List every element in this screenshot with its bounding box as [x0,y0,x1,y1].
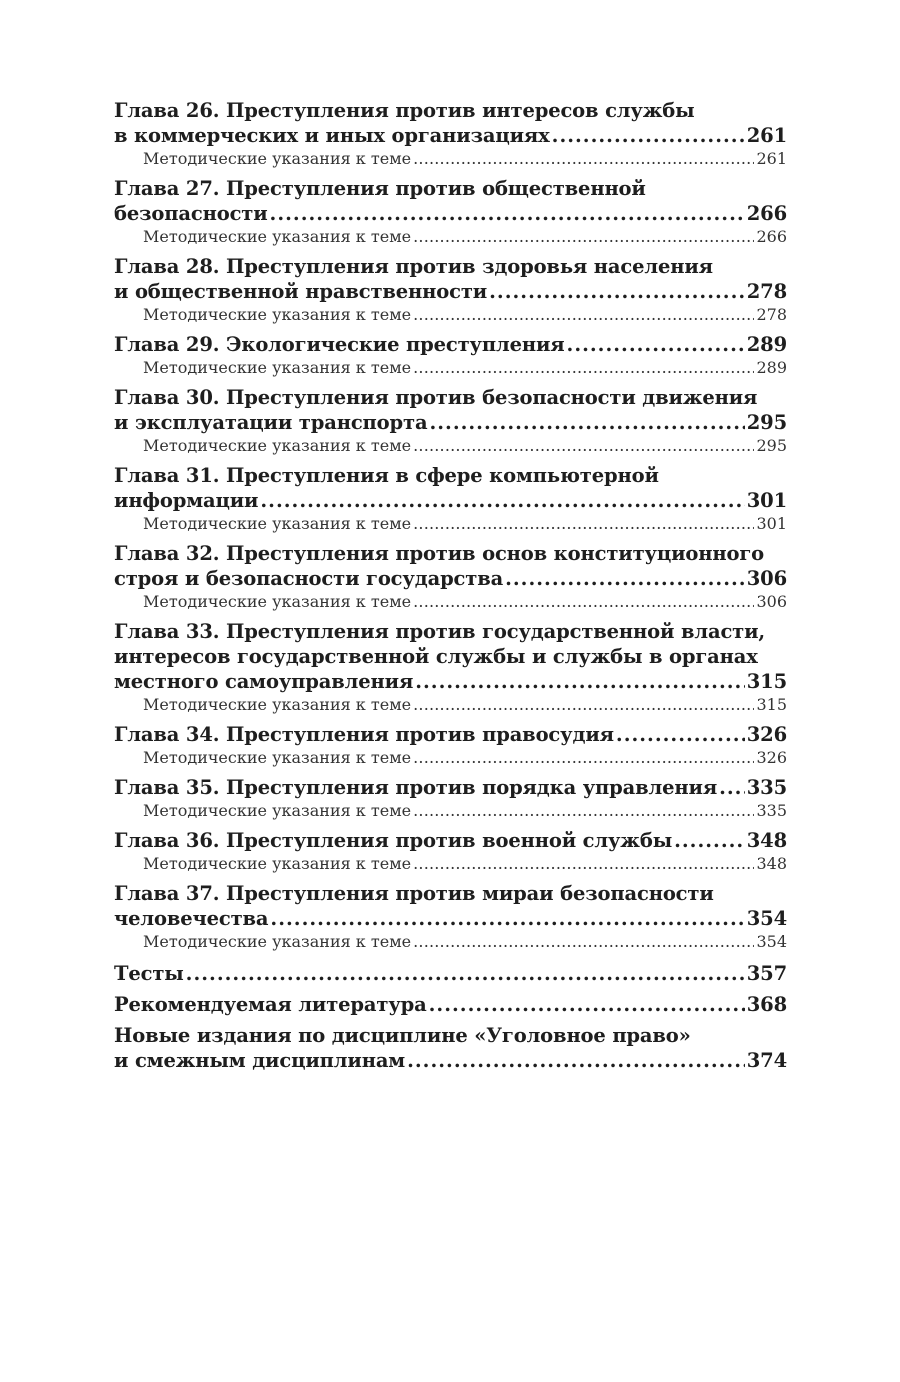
toc-entry-page-number: 368 [746,993,787,1016]
toc-entry-title: Глава 28. Преступления против здоровья населения [114,255,713,278]
toc-entry-title: Глава 32. Преступления против основ конституционного [114,542,765,565]
toc-entry-title: Глава 27. Преступления против общественной [114,177,646,200]
toc-entry[interactable] [114,881,787,953]
toc-subentry-page-number: 295 [756,436,787,455]
dot-leader [413,226,754,248]
toc-entry-title-last-line [114,669,787,694]
toc-entry-title-line [114,1023,787,1048]
dot-leader [270,201,745,226]
toc-subentry-page-number: 315 [756,695,787,714]
toc-entry[interactable] [114,541,787,613]
toc-entry-title-line [114,463,787,488]
toc-entry-title: Рекомендуемая литература [114,993,427,1016]
dot-leader [674,828,745,853]
toc-subentry-page-number: 301 [756,514,787,533]
toc-subentry-page-number: 261 [756,149,787,168]
dot-leader [413,148,754,170]
dot-leader [413,853,754,875]
toc-entry-page-number: 278 [746,280,787,303]
toc-entry-page-number: 261 [746,124,787,147]
toc-entry-title-last-line [114,201,787,226]
toc-entry[interactable] [114,463,787,535]
dot-leader [616,722,745,747]
toc-entry[interactable] [114,828,787,875]
toc-subentry-label: Методические указания к теме [143,436,412,455]
toc-entry[interactable] [114,1023,787,1073]
toc-entry-title-last-line [114,488,787,513]
toc-entry-title-last-line [114,279,787,304]
dot-leader [270,906,744,931]
toc-entry[interactable] [114,176,787,248]
dot-leader [413,694,754,716]
toc-subentry-page-number: 335 [756,801,787,820]
toc-entry-title: Глава 37. Преступления против мираи безопасности [114,882,714,905]
toc-entry-title-last-line [114,906,787,931]
dot-leader [429,992,745,1017]
dot-leader [505,566,745,591]
dot-leader [260,488,744,513]
toc-subentry[interactable] [114,591,787,613]
toc-subentry-page-number: 348 [756,854,787,873]
toc-entry-title-last-line [114,775,787,800]
dot-leader [719,775,745,800]
toc-entry-page-number: 315 [746,670,787,693]
toc-entry-page-number: 354 [746,907,787,930]
toc-subentry[interactable] [114,357,787,379]
toc-subentry[interactable] [114,747,787,769]
toc-entry-title: Глава 35. Преступления против порядка управления [114,776,718,799]
toc-entry-title: Тесты [114,962,184,985]
toc-entry-title: местного самоуправления [114,670,414,693]
toc-entry-page-number: 295 [746,411,787,434]
toc-entry-title-last-line [114,1048,787,1073]
toc-entry-title-last-line [114,566,787,591]
toc-entry[interactable] [114,775,787,822]
toc-subentry[interactable] [114,694,787,716]
toc-entry-title-line [114,644,787,669]
toc-subentry-label: Методические указания к теме [143,801,412,820]
dot-leader [413,591,754,613]
toc-entry-title: Глава 33. Преступления против государственной власти, [114,620,766,643]
dot-leader [413,800,754,822]
toc-entry-title: в коммерческих и иных организациях [114,124,550,147]
toc-entry-title-line [114,541,787,566]
dot-leader [415,669,745,694]
toc-subentry[interactable] [114,800,787,822]
toc-subentry[interactable] [114,304,787,326]
toc-subentry-page-number: 326 [756,748,787,767]
toc-entry-title: информации [114,489,259,512]
toc-subentry-label: Методические указания к теме [143,748,412,767]
toc-entry-title-line [114,98,787,123]
toc-subentry[interactable] [114,435,787,457]
toc-subentry[interactable] [114,931,787,953]
dot-leader [489,279,745,304]
toc-entry-page-number: 326 [746,723,787,746]
toc-entry-title-last-line [114,332,787,357]
toc-entry-title-line [114,881,787,906]
toc-entry-page-number: 348 [746,829,787,852]
toc-subentry-page-number: 278 [756,305,787,324]
dot-leader [567,332,745,357]
toc-entry-title: Глава 26. Преступления против интересов службы [114,99,695,122]
toc-entry-page-number: 306 [746,567,787,590]
toc-subentry-label: Методические указания к теме [143,305,412,324]
toc-entry-title: строя и безопасности государства [114,567,504,590]
toc-subentry-page-number: 289 [756,358,787,377]
dot-leader [413,513,754,535]
toc-entry[interactable] [114,992,787,1017]
toc-subentry[interactable] [114,148,787,170]
toc-subentry[interactable] [114,226,787,248]
dot-leader [407,1048,745,1073]
toc-entry-title-last-line [114,410,787,435]
table-of-contents [114,98,787,1079]
toc-entry-title-last-line [114,123,787,148]
toc-entry[interactable] [114,254,787,326]
toc-subentry-label: Методические указания к теме [143,149,412,168]
dot-leader [413,747,754,769]
toc-entry-title-line [114,254,787,279]
toc-entry-title: и общественной нравственности [114,280,488,303]
toc-entry[interactable] [114,385,787,457]
toc-entry-title: человечества [114,907,269,930]
toc-entry[interactable] [114,722,787,769]
toc-entry-title: Глава 30. Преступления против безопасности движения [114,386,758,409]
toc-entry-title: безопасности [114,202,268,225]
toc-subentry[interactable] [114,853,787,875]
toc-subentry-label: Методические указания к теме [143,695,412,714]
toc-subentry-label: Методические указания к теме [143,227,412,246]
toc-entry-title: Глава 31. Преступления в сфере компьютерной [114,464,659,487]
toc-entry-title: Глава 29. Экологические преступления [114,333,565,356]
toc-entry-page-number: 266 [746,202,787,225]
toc-subentry-label: Методические указания к теме [143,854,412,873]
toc-entry-title-line [114,176,787,201]
dot-leader [552,123,745,148]
dot-leader [413,435,754,457]
toc-subentry-page-number: 306 [756,592,787,611]
dot-leader [413,304,754,326]
toc-entry[interactable] [114,332,787,379]
toc-entry-title: Глава 34. Преступления против правосудия [114,723,614,746]
toc-entry[interactable] [114,619,787,716]
dot-leader [413,357,754,379]
dot-leader [186,961,745,986]
toc-entry-title: интересов государственной службы и службы в органах [114,645,758,668]
dot-leader [429,410,744,435]
toc-subentry-label: Методические указания к теме [143,514,412,533]
toc-entry-title-line [114,385,787,410]
toc-entry-page-number: 301 [746,489,787,512]
toc-entry-title: и смежным дисциплинам [114,1049,406,1072]
toc-entry-title-last-line [114,722,787,747]
toc-entry-title-last-line [114,961,787,986]
toc-entry-title: Глава 36. Преступления против военной службы [114,829,673,852]
toc-entry-title-last-line [114,992,787,1017]
toc-entry-page-number: 374 [746,1049,787,1072]
toc-entry-page-number: 335 [746,776,787,799]
dot-leader [413,931,754,953]
toc-entry-title-last-line [114,828,787,853]
toc-entry[interactable] [114,98,787,170]
toc-entry-page-number: 289 [746,333,787,356]
toc-entry-page-number: 357 [746,962,787,985]
toc-entry-title-line [114,619,787,644]
toc-subentry-page-number: 266 [756,227,787,246]
toc-entry-title: и эксплуатации транспорта [114,411,428,434]
toc-subentry-page-number: 354 [756,932,787,951]
toc-subentry-label: Методические указания к теме [143,358,412,377]
toc-entry[interactable] [114,961,787,986]
toc-entry-title: Новые издания по дисциплине «Уголовное право» [114,1024,691,1047]
toc-subentry-label: Методические указания к теме [143,592,412,611]
toc-subentry[interactable] [114,513,787,535]
toc-subentry-label: Методические указания к теме [143,932,412,951]
